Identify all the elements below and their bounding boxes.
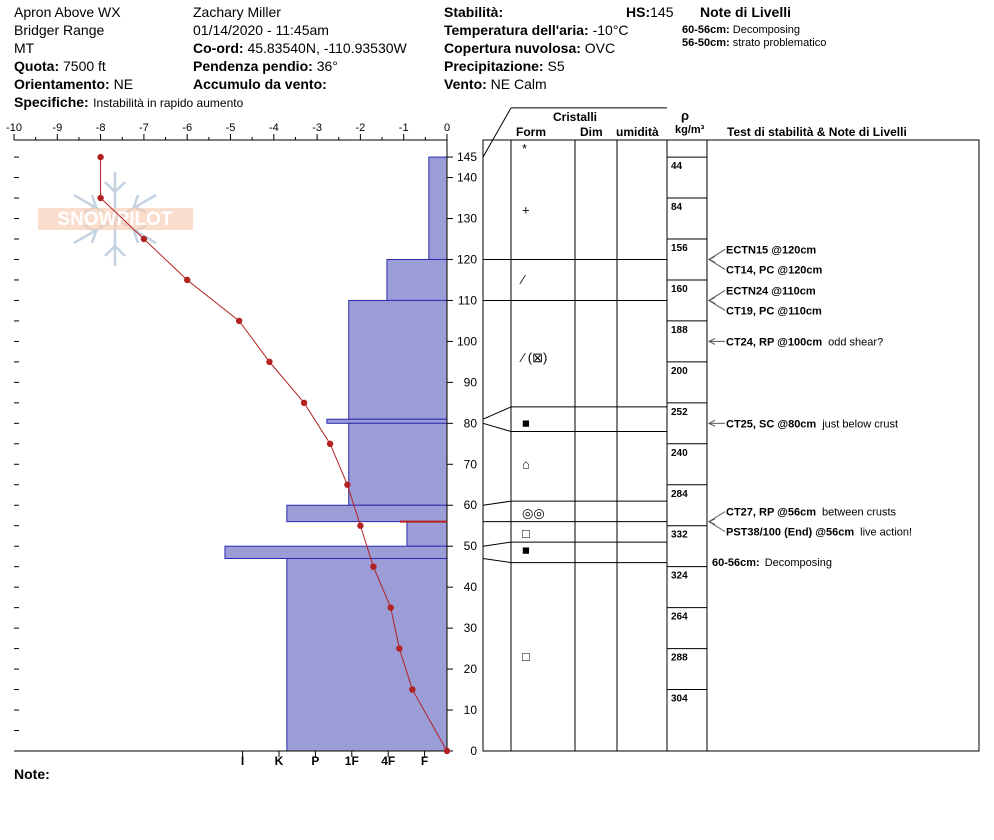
temp-tick-label: 0 [443,122,451,134]
temperature-point [301,400,307,406]
logo-text: SNOWPILOT [57,209,173,230]
stability-test [726,507,896,519]
temperature-point [370,563,376,569]
layer-note: 60-56cm: Decomposing [682,24,801,36]
hardness-bar [349,300,447,419]
stability-test-note: just below crust [822,418,899,431]
height-tick-label: 70 [463,457,477,472]
air-temp-value: -10°C [592,22,629,38]
form-header: Form [516,125,546,139]
grain-form-symbol: ■ [522,542,530,558]
hardness-bar [407,522,447,547]
stability-test [726,336,883,348]
density-value: 288 [671,652,688,664]
grain-form-symbol: ⁄ (⊠) [522,349,548,365]
layer-grid [483,108,979,751]
layer-connector [483,542,511,546]
stability-test [726,285,816,297]
height-tick-label: 20 [463,662,477,677]
range-name: Bridger Range [14,22,105,38]
density-value: 200 [671,365,688,377]
layer-notes-title: Note di Livelli [700,4,792,20]
elevation-value: 7500 ft [63,58,106,74]
temperature-point [327,441,333,447]
hs-label: HS: [626,4,651,20]
stability-test-label: ECTN15 @120cm [726,244,817,257]
temp-tick-label: -4 [268,122,279,134]
height-tick-label: 30 [463,621,477,636]
stability-test [726,527,912,539]
stability-test-label: PST38/100 (End) @56cm [726,526,855,539]
density-value: 188 [671,324,688,336]
stability-test-label: CT19, PC @110cm [726,305,822,318]
side-note [712,557,832,569]
grain-form-symbol: □ [522,525,530,541]
temperature-point [396,645,402,651]
temp-tick-label: -8 [95,122,106,134]
height-tick-label: 140 [456,170,477,185]
hardness-bars [225,157,447,751]
layer-connector [483,501,511,505]
layer-connector [483,558,511,562]
temp-tick-label: -2 [355,122,366,134]
temp-tick-label: -3 [312,122,322,134]
elevation-label: Quota: [14,58,60,74]
location-name: Apron Above WX [14,4,121,20]
temp-tick-label: -7 [139,122,149,134]
grain-form-symbol: ⁄ [522,271,525,287]
height-tick-label: 40 [463,580,477,595]
density-value: 156 [671,243,688,254]
height-tick-label: 80 [463,416,477,431]
slope-label: Pendenza pendio: [193,58,313,74]
stability-test-note: between crusts [822,506,896,519]
temp-tick-label: -6 [182,122,193,134]
temperature-point [236,318,242,324]
density-value: 240 [671,447,688,459]
density-value: 284 [671,488,688,500]
snowpilot-logo [38,172,193,266]
density-value: 304 [671,693,688,705]
state-name: MT [14,40,35,56]
specifics-value: Instabilità in rapido aumento [93,96,244,110]
hardness-tick-label: K [274,754,284,768]
wind-loading-label: Accumulo da vento: [193,76,327,92]
stability-test [726,244,816,256]
height-tick-label: 130 [456,211,477,226]
hardness-bar [429,157,447,259]
grain-form-symbol: ◎◎ [522,505,545,521]
height-tick-label: 50 [463,539,477,554]
density-value: 160 [671,283,688,295]
stability-test-note: odd shear? [828,336,884,349]
height-tick-label: 100 [456,334,477,349]
density-value: 84 [671,202,683,214]
height-tick-label: 0 [470,744,477,758]
grain-form-symbol: + [522,202,530,218]
density-value: 332 [671,529,688,541]
stability-label: Stabilità: [444,4,504,20]
aspect-value: NE [113,76,134,92]
aspect-label: Orientamento: [14,76,110,92]
grain-form-symbol: * [522,140,528,156]
temperature-point [388,604,394,610]
stability-test-label: CT27, RP @56cm [726,506,817,519]
layer-connector [483,108,511,157]
side-note-detail: Decomposing [764,557,832,569]
temp-tick-label: -5 [225,122,236,134]
observation-datetime: 01/14/2020 - 11:45am [193,22,329,38]
layer-connector [483,407,511,419]
stability-test-note: live action! [860,526,913,539]
hardness-tick-label: 1F [344,754,359,768]
stability-test-label: CT14, PC @120cm [726,264,823,277]
grain-form-symbol: ■ [522,415,530,431]
temperature-point [141,236,147,242]
temperature-point [444,748,450,754]
stability-test [726,305,822,317]
size-header: Dim [580,125,603,139]
hardness-bar [327,419,447,423]
hardness-bar [225,546,447,558]
hs-value: 145 [650,4,674,20]
hardness-tick-label: F [420,754,429,768]
moisture-header: umidità [616,125,659,139]
notes-label: Note: [14,766,50,782]
wind-label: Vento: [444,76,487,92]
grain-form-symbol: ⌂ [522,456,530,472]
grain-form-symbol: □ [522,648,530,664]
slope-value: 36° [316,58,338,74]
height-tick-label: 90 [463,375,477,390]
stability-test [726,418,898,430]
side-note-range: 60-56cm: [712,557,760,569]
layer-table-frame [483,140,979,751]
hardness-bar [287,558,447,751]
temp-tick-label: -1 [398,122,409,134]
temperature-point [97,195,103,201]
coord-value: 45.83540N, -110.93530W [247,40,407,56]
height-tick-label: 120 [456,252,477,267]
temperature-point [344,482,350,488]
sky-value: OVC [584,40,616,56]
density-value: 44 [671,161,683,173]
density-value: 264 [671,611,688,623]
temperature-point [97,154,103,160]
specifics-label: Specifiche: [14,94,89,110]
observer-name: Zachary Miller [193,4,281,20]
crystals-header: Cristalli [553,110,598,124]
hardness-tick-label: 4F [381,754,396,768]
height-tick-label: 10 [463,703,477,718]
temperature-point [184,277,190,283]
hardness-bar [387,259,447,300]
precip-value: S5 [547,58,565,74]
temp-tick-label: -10 [6,122,22,134]
density-value: 252 [671,406,688,418]
stability-test [726,264,823,276]
layer-note: 56-50cm: strato problematico [682,37,827,49]
height-tick-label: 110 [457,293,477,308]
height-tick-label: 145 [456,150,477,165]
temp-tick-label: -9 [52,122,63,134]
density-unit-header: kg/m³ [675,124,705,136]
stability-test-label: CT25, SC @80cm [726,418,817,431]
wind-value: NE Calm [490,76,547,92]
rho-header: ρ [681,108,690,123]
temperature-point [357,523,363,529]
density-value: 324 [671,570,688,582]
stability-test-label: ECTN24 @110cm [726,285,816,298]
hardness-bar [287,505,447,521]
hardness-tick-label: I [240,754,245,768]
coord-label: Co-ord: [193,40,244,56]
hardness-bar [349,423,447,505]
precip-label: Precipitazione: [444,58,544,74]
air-temp-label: Temperatura dell'aria: [444,22,589,38]
layer-connector [483,423,511,431]
hardness-tick-label: P [311,754,320,768]
stability-test-label: CT24, RP @100cm [726,336,823,349]
height-tick-label: 60 [463,498,477,513]
temperature-point [266,359,272,365]
tests-header: Test di stabilità & Note di Livelli [727,125,907,139]
sky-label: Copertura nuvolosa: [444,40,581,56]
temperature-point [409,686,415,692]
